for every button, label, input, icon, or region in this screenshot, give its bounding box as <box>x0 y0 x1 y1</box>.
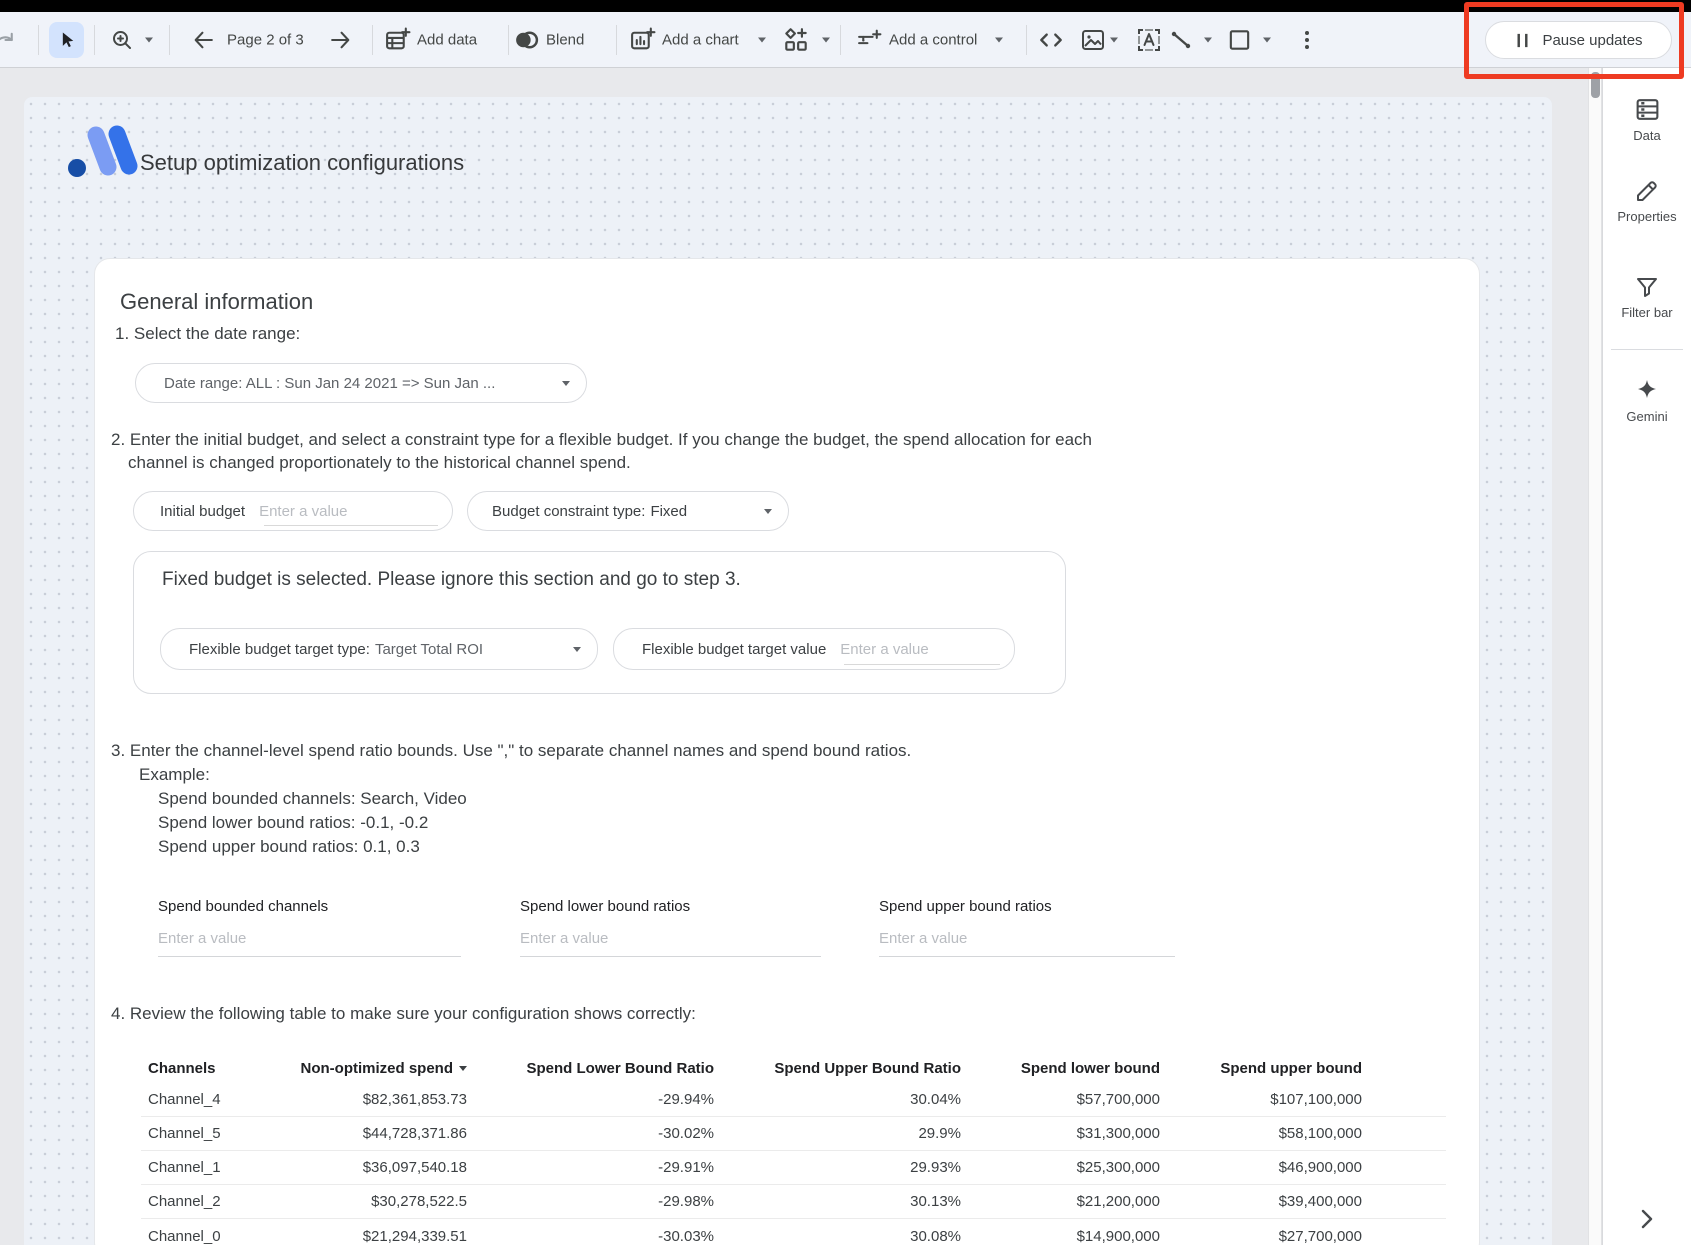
table-cell: Channel_5 <box>148 1125 221 1142</box>
flexible-type-prefix: Flexible budget target type: <box>189 640 370 658</box>
toolbar-divider <box>1026 25 1027 55</box>
input-underline <box>879 956 1175 957</box>
add-control-button[interactable]: Add a control <box>889 31 978 48</box>
table-cell: $25,300,000 <box>1076 1159 1160 1176</box>
column-header[interactable]: Spend upper bound <box>1220 1059 1362 1077</box>
spend-lower-ratios-label: Spend lower bound ratios <box>520 898 691 915</box>
input-placeholder: Enter a value <box>879 930 968 947</box>
table-cell: $14,900,000 <box>1076 1227 1160 1245</box>
table-cell: Channel_0 <box>148 1227 221 1245</box>
input-placeholder: Enter a value <box>158 930 247 947</box>
cursor-icon <box>57 30 77 50</box>
flexible-type-value: Target Total ROI <box>374 640 484 658</box>
input-underline <box>158 956 461 957</box>
funnel-icon <box>1634 274 1660 300</box>
collapse-panel-chevron[interactable] <box>1640 1208 1654 1235</box>
flexible-type-caret <box>573 647 581 652</box>
initial-budget-placeholder: Enter a value <box>259 502 348 520</box>
line-tool-icon[interactable] <box>1168 27 1194 53</box>
flexible-value-label: Flexible budget target value <box>642 640 827 658</box>
step4-text: 4. Review the following table to make sure your configuration shows correctly: <box>111 1004 696 1023</box>
table-cell: Channel_2 <box>148 1193 221 1210</box>
step1-text: 1. Select the date range: <box>115 324 301 343</box>
table-cell: 29.93% <box>910 1159 961 1176</box>
pause-updates-button[interactable] <box>1485 21 1672 59</box>
page-indicator[interactable]: Page 2 of 3 <box>227 31 304 48</box>
flexible-value-placeholder: Enter a value <box>840 640 929 658</box>
add-chart-icon[interactable] <box>629 26 656 53</box>
spend-upper-ratios-label: Spend upper bound ratios <box>879 898 1052 915</box>
budget-constraint-dropdown[interactable] <box>467 491 789 531</box>
edit-toolbar <box>0 12 1691 68</box>
arrow-right-icon <box>328 27 353 52</box>
table-cell: -29.98% <box>658 1193 714 1210</box>
table-cell: -30.02% <box>658 1125 714 1142</box>
sidebar-divider <box>1611 349 1683 350</box>
column-header[interactable]: Spend lower bound <box>1020 1059 1160 1077</box>
add-data-icon[interactable] <box>384 26 411 53</box>
table-cell: $21,294,339.51 <box>362 1227 467 1245</box>
table-cell: $31,300,000 <box>1076 1125 1160 1142</box>
sidebar-item-data[interactable] <box>1603 96 1691 143</box>
scrollbar-thumb[interactable] <box>1591 72 1600 98</box>
toolbar-divider <box>94 25 95 55</box>
table-cell: 30.08% <box>910 1227 961 1245</box>
spend-upper-ratios-input[interactable] <box>879 930 1175 948</box>
right-panel-rail <box>1602 68 1691 1245</box>
table-cell: $57,700,000 <box>1076 1091 1160 1108</box>
table-cell: $39,400,000 <box>1278 1193 1362 1210</box>
toolbar-divider <box>508 25 509 55</box>
sidebar-item-label: Gemini <box>1626 409 1668 424</box>
step3-example-label: Example: <box>139 765 210 784</box>
date-range-caret <box>562 381 570 386</box>
toolbar-divider <box>38 25 39 55</box>
table-cell: $46,900,000 <box>1278 1159 1362 1176</box>
table-cell: $36,097,540.18 <box>362 1159 467 1176</box>
sidebar-item-label: Data <box>1633 128 1661 143</box>
fixed-budget-note: Fixed budget is selected. Please ignore this section and go to step 3. <box>162 569 741 590</box>
table-row[interactable] <box>141 1185 1446 1219</box>
toolbar-divider <box>840 25 841 55</box>
date-range-value: Date range: ALL : Sun Jan 24 2021 => Sun Jan ... <box>164 374 496 392</box>
configuration-table <box>141 1053 1446 1245</box>
table-cell: -29.91% <box>658 1159 714 1176</box>
blend-icon[interactable] <box>513 26 540 53</box>
shape-tool-icon[interactable] <box>1227 27 1252 52</box>
magnifier-plus-icon <box>110 28 134 52</box>
table-row[interactable] <box>141 1219 1446 1245</box>
step2-text-line1: 2. Enter the initial budget, and select a constraint type for a flexible budget. If you change the budget, the spend allocation for each <box>111 430 1092 449</box>
flexible-target-type-dropdown[interactable] <box>160 628 598 670</box>
report-page-canvas[interactable] <box>24 97 1552 1245</box>
add-data-button[interactable]: Add data <box>417 31 478 48</box>
pause-icon <box>1514 31 1531 50</box>
embed-code-icon[interactable] <box>1037 26 1065 54</box>
table-header-row <box>141 1053 1446 1083</box>
add-chart-caret[interactable] <box>758 37 766 42</box>
initial-budget-label: Initial budget <box>160 502 246 520</box>
toolbar-divider <box>372 25 373 55</box>
add-control-caret[interactable] <box>995 37 1003 42</box>
column-header[interactable]: Channels <box>148 1059 216 1077</box>
spend-bounded-channels-label: Spend bounded channels <box>158 898 329 915</box>
spend-bounded-channels-input[interactable] <box>158 930 461 948</box>
section-heading: General information <box>120 289 314 314</box>
input-underline <box>520 956 821 957</box>
sidebar-item-label: Filter bar <box>1621 305 1673 320</box>
step3-example-3: Spend upper bound ratios: 0.1, 0.3 <box>158 837 420 856</box>
table-cell: $44,728,371.86 <box>362 1125 467 1142</box>
page-title: Setup optimization configurations <box>140 150 465 175</box>
next-page-button[interactable] <box>328 27 353 52</box>
sidebar-item-properties[interactable] <box>1603 178 1691 224</box>
config-table-body <box>141 1083 1446 1245</box>
table-cell: $82,361,853.73 <box>362 1091 467 1108</box>
budget-constraint-value: Fixed <box>650 502 688 520</box>
add-chart-button[interactable]: Add a chart <box>662 31 739 48</box>
table-cell: $30,278,522.5 <box>371 1193 467 1210</box>
pause-updates-label: Pause updates <box>1542 31 1643 49</box>
arrow-left-icon <box>191 27 216 52</box>
table-cell: -30.03% <box>658 1227 714 1245</box>
step2-text-line2: channel is changed proportionately to the historical channel spend. <box>128 453 631 472</box>
column-header[interactable]: Spend Lower Bound Ratio <box>526 1059 714 1077</box>
blend-button[interactable]: Blend <box>546 31 585 48</box>
image-tool-icon[interactable] <box>1080 27 1106 53</box>
table-cell: 30.04% <box>910 1091 961 1108</box>
date-range-control[interactable] <box>135 363 587 403</box>
browser-top-strip <box>0 0 1691 12</box>
step3-example-2: Spend lower bound ratios: -0.1, -0.2 <box>158 813 429 832</box>
gemini-spark-icon <box>1634 378 1660 404</box>
table-row[interactable] <box>141 1117 1446 1151</box>
column-header[interactable]: Spend Upper Bound Ratio <box>774 1059 961 1077</box>
step3-example-1: Spend bounded channels: Search, Video <box>158 789 467 808</box>
toolbar-divider <box>616 25 617 55</box>
input-underline <box>844 664 1000 665</box>
pencil-icon <box>1634 178 1660 204</box>
table-cell: Channel_1 <box>148 1159 221 1176</box>
step3-text-line1: 3. Enter the channel-level spend ratio bounds. Use "," to separate channel names and spend bound ratios. <box>111 741 912 760</box>
column-header-sorted[interactable]: Non-optimized spend <box>291 1060 467 1077</box>
table-cell: -29.94% <box>658 1091 714 1108</box>
budget-constraint-caret <box>764 509 772 514</box>
select-tool-button[interactable] <box>49 22 84 58</box>
sidebar-item-filter-bar[interactable] <box>1603 274 1691 320</box>
budget-constraint-prefix: Budget constraint type: <box>492 502 646 520</box>
configuration-card <box>94 258 1480 1245</box>
table-cell: Channel_4 <box>148 1091 221 1108</box>
shape-tool-caret[interactable] <box>1263 37 1271 42</box>
initial-budget-input[interactable] <box>133 491 453 531</box>
table-cell: $107,100,000 <box>1270 1091 1362 1108</box>
flexible-target-value-input[interactable] <box>613 628 1015 670</box>
sidebar-item-label: Properties <box>1617 209 1677 224</box>
community-visualizations-icon[interactable] <box>782 26 810 54</box>
chevron-right-icon <box>1640 1208 1654 1230</box>
zoom-dropdown-caret[interactable] <box>145 37 153 42</box>
canvas-workarea <box>0 68 1691 1245</box>
zoom-tool-button[interactable] <box>110 28 134 52</box>
input-underline <box>264 525 438 526</box>
spend-lower-ratios-input[interactable] <box>520 930 821 948</box>
more-options-kebab-icon[interactable] <box>1294 27 1320 53</box>
image-tool-caret[interactable] <box>1110 37 1118 42</box>
line-tool-caret[interactable] <box>1204 37 1212 42</box>
table-cell: 29.9% <box>918 1125 961 1142</box>
previous-page-button[interactable] <box>191 27 216 52</box>
table-row[interactable] <box>141 1151 1446 1185</box>
data-panel-icon <box>1634 96 1661 123</box>
table-cell: $27,700,000 <box>1278 1227 1362 1245</box>
flexible-budget-section <box>133 551 1066 694</box>
sidebar-item-gemini[interactable] <box>1603 378 1691 424</box>
add-control-icon[interactable] <box>856 26 883 53</box>
toolbar-divider <box>169 25 170 55</box>
table-cell: 30.13% <box>910 1193 961 1210</box>
sort-desc-icon <box>459 1066 467 1071</box>
table-row[interactable] <box>141 1083 1446 1117</box>
vertical-scrollbar[interactable] <box>1588 68 1602 1245</box>
meridian-logo <box>68 124 138 183</box>
table-cell: $58,100,000 <box>1278 1125 1362 1142</box>
input-placeholder: Enter a value <box>520 930 609 947</box>
redo-icon[interactable] <box>0 27 18 52</box>
table-cell: $21,200,000 <box>1076 1193 1160 1210</box>
text-tool-icon[interactable] <box>1136 27 1162 53</box>
community-visualizations-caret[interactable] <box>822 37 830 42</box>
